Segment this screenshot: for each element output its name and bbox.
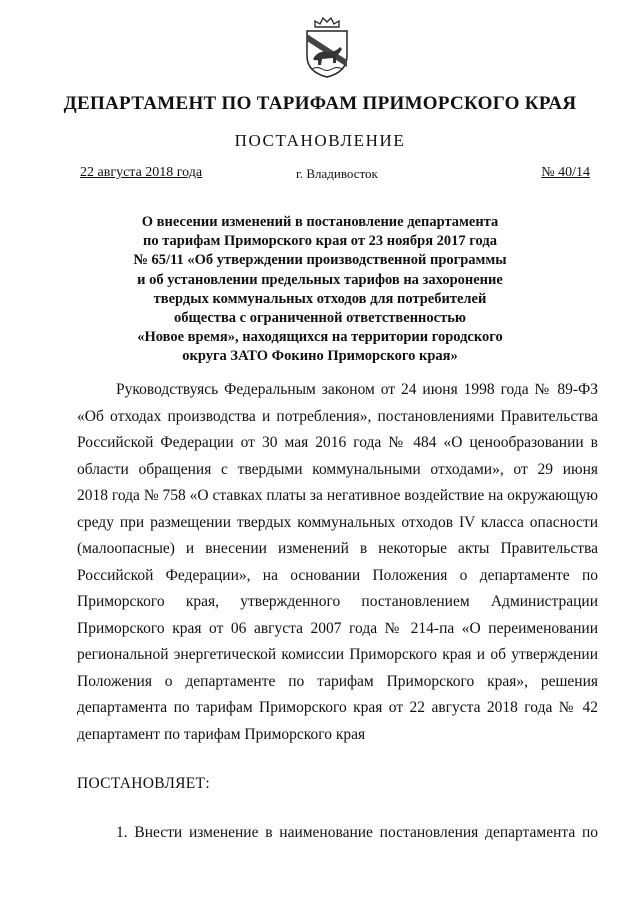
coat-of-arms-icon (298, 14, 356, 80)
title-line: округа ЗАТО Фокино Приморского края» (182, 348, 458, 365)
body-line: региональной энергетической комиссии Приморского края и об утверждении (77, 646, 598, 663)
body-line: Приморского края от 06 августа 2007 года № 214-па «О переименовании (77, 619, 598, 637)
preamble-paragraph (77, 377, 598, 748)
body-line: Положения о департаменте по тарифам Приморского края», решения (77, 672, 598, 690)
body-line: среду при размещении твердых коммунальных отходов IV класса опасности (77, 513, 598, 531)
body-line: «Об отходах производства и потребления», постановлениями Правительства (77, 407, 598, 425)
body-line: (малоопасные) и внесении изменений в некоторые акты Правительства (77, 540, 598, 557)
body-line: 2018 года № 758 «О ставках платы за негативное воздействие на окружающую (77, 487, 598, 504)
document-title (90, 213, 550, 367)
body-line: департамент по тарифам Приморского края (77, 725, 366, 743)
body-line: Российской Федерации от 30 мая 2016 года № 484 «О ценообразовании в (77, 434, 598, 451)
resolution-item-1: 1. Внести изменение в наименование постановления департамента по (116, 824, 598, 841)
body-line: Российской Федерации», на основании Положения о департаменте по (77, 566, 598, 584)
resolve-heading: ПОСТАНОВЛЯЕТ: (77, 775, 210, 792)
body-line: Руководствуясь Федеральным законом от 24 июня 1998 года № 89-ФЗ (116, 381, 598, 398)
body-line: департамента по тарифам Приморского края от 22 августа 2018 года № 42 (77, 699, 598, 716)
department-name: ДЕПАРТАМЕНТ ПО ТАРИФАМ ПРИМОРСКОГО КРАЯ (63, 93, 577, 114)
title-line: О внесении изменений в постановление департамента (141, 214, 499, 230)
document-number: № 40/14 (541, 165, 590, 180)
body-line: Приморского края, утвержденного постановлением Администрации (77, 593, 598, 610)
title-line: и об установлении предельных тарифов на захоронение (137, 271, 503, 288)
title-line: «Новое время», находящихся на территории городского (137, 329, 503, 346)
title-line: по тарифам Приморского края от 23 ноября 2017 года (143, 233, 497, 250)
document-city: г. Владивосток (296, 166, 378, 181)
title-line: твердых коммунальных отходов для потребителей (153, 290, 487, 307)
title-line: общества с ограниченной ответственностью (174, 310, 466, 327)
body-line: области обращения с твердыми коммунальными отходами», от 29 июня (77, 460, 598, 478)
document-type: ПОСТАНОВЛЕНИЕ (234, 131, 406, 150)
title-line: № 65/11 «Об утверждении производственной программы (133, 252, 507, 269)
document-date: 22 августа 2018 года (80, 165, 203, 180)
